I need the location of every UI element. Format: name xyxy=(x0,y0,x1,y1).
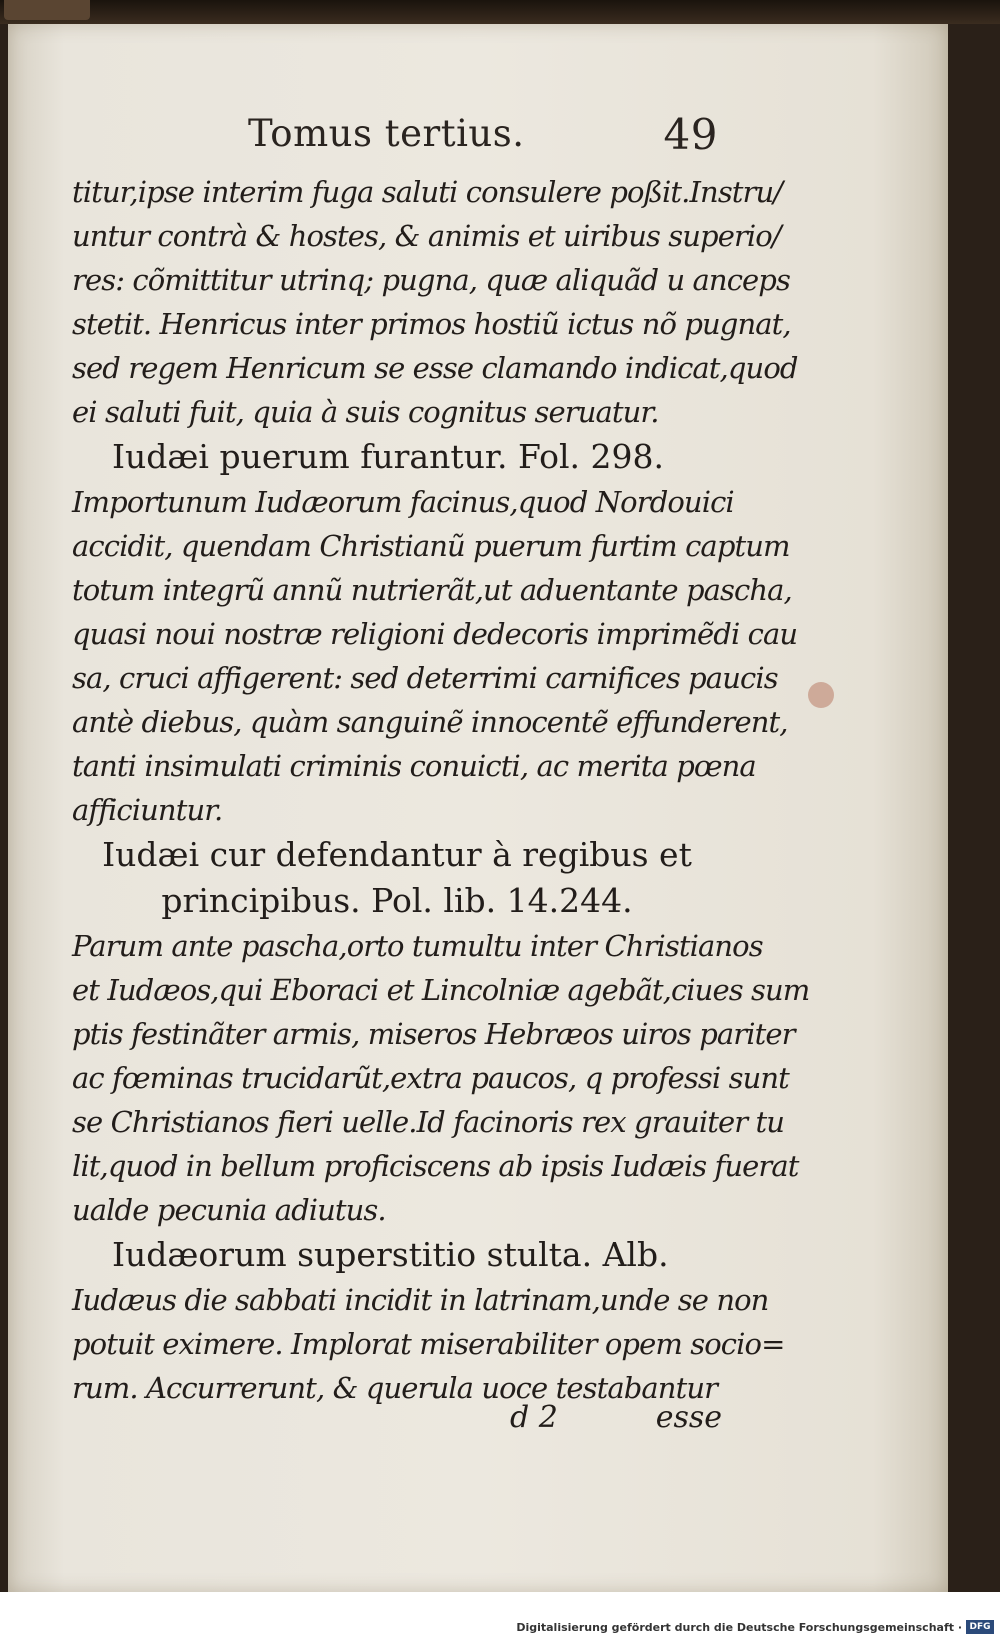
section-heading: Iudæi puerum furantur. Fol. 298. xyxy=(112,437,664,476)
text-line: quasi noui nostræ religioni dedecoris imprimẽdi cau xyxy=(72,617,798,651)
text-line: titur,ipse interim fuga saluti consulere poßit.Instru/ xyxy=(72,175,783,209)
catchword: esse xyxy=(655,1400,722,1435)
page-footer xyxy=(510,1400,722,1440)
text-line: ei saluti fuit, quia à suis cognitus seruatur. xyxy=(72,395,659,429)
text-line: potuit eximere. Implorat miserabiliter opem socio= xyxy=(72,1327,785,1361)
text-line: untur contrà & hostes, & animis et uiribus superio/ xyxy=(72,219,781,253)
page-number: 49 xyxy=(663,110,718,159)
text-line: lit,quod in bellum proficiscens ab ipsis Iudæis fuerat xyxy=(72,1149,799,1183)
text-line: totum integrũ annũ nutrierãt,ut aduentante pascha, xyxy=(72,573,792,607)
section-heading: Iudæi cur defendantur à regibus et xyxy=(102,835,692,874)
text-line: antè diebus, quàm sanguinẽ innocentẽ effunderent, xyxy=(72,705,788,739)
scan-top-edge xyxy=(0,0,1000,24)
text-line: rum. Accurrerunt, & querula uoce testabantur xyxy=(72,1371,718,1405)
text-line: stetit. Henricus inter primos hostiũ ictus nõ pugnat, xyxy=(72,307,791,341)
running-title: Tomus tertius. xyxy=(248,112,525,155)
text-line: ac fœminas trucidarũt,extra paucos, q professi sunt xyxy=(72,1061,789,1095)
text-line: sed regem Henricum se esse clamando indicat,quod xyxy=(72,351,798,385)
page-header xyxy=(248,112,718,166)
text-line: ualde pecunia adiutus. xyxy=(72,1193,386,1227)
digitization-credit: Digitalisierung gefördert durch die Deutsche Forschungsgemeinschaft · xyxy=(516,1621,962,1634)
text-line: afficiuntur. xyxy=(72,793,223,827)
text-line: Iudæus die sabbati incidit in latrinam,unde se non xyxy=(72,1283,769,1317)
dfg-logo: DFG xyxy=(966,1620,994,1634)
text-line: ptis festinãter armis, miseros Hebræos uiros pariter xyxy=(72,1017,795,1051)
signature-mark: d 2 xyxy=(510,1400,558,1435)
section-heading: principibus. Pol. lib. 14.244. xyxy=(161,881,633,920)
binding-tab xyxy=(4,0,90,20)
text-line: res: cõmittitur utrinq; pugna, quæ aliquãd u anceps xyxy=(72,263,790,297)
text-line: tanti insimulati criminis conuicti, ac merita pœna xyxy=(72,749,756,783)
text-line: accidit, quendam Christianũ puerum furtim captum xyxy=(72,529,790,563)
section-heading: Iudæorum superstitio stulta. Alb. xyxy=(112,1235,669,1274)
text-line: Importunum Iudæorum facinus,quod Nordouici xyxy=(72,485,734,519)
text-line: Parum ante pascha,orto tumultu inter Christianos xyxy=(72,929,763,963)
text-line: sa, cruci affigerent: sed deterrimi carnifices paucis xyxy=(72,661,778,695)
page-body xyxy=(72,170,810,1410)
text-line: et Iudæos,qui Eboraci et Lincolniæ agebãt,ciues sum xyxy=(72,973,810,1007)
text-line: se Christianos fieri uelle.Id facinoris rex grauiter tu xyxy=(72,1105,785,1139)
paper-stain xyxy=(808,682,834,708)
